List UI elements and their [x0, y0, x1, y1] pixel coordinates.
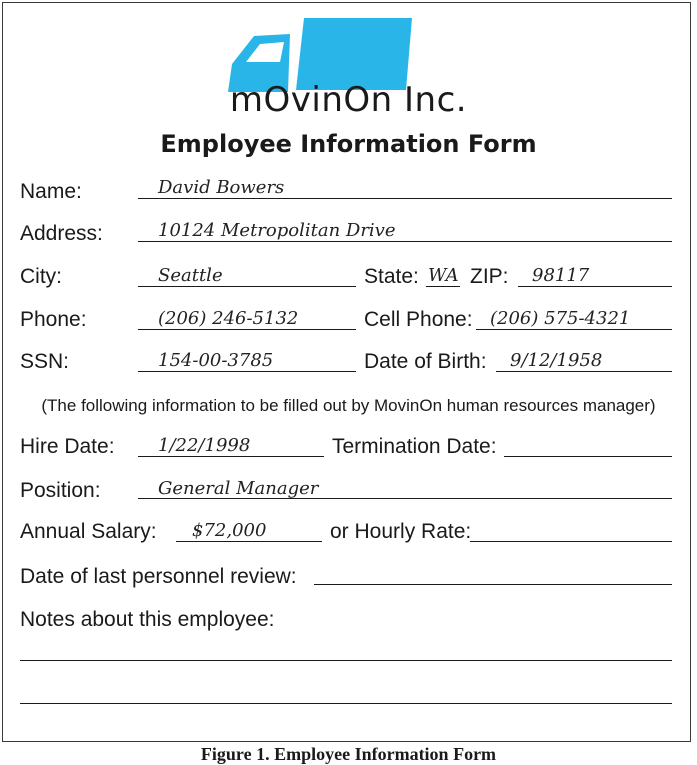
- city-label: City:: [20, 265, 62, 288]
- hourly-rate-field[interactable]: [470, 541, 672, 542]
- hire-date-label: Hire Date:: [20, 435, 115, 458]
- cell-phone-label: Cell Phone:: [364, 308, 473, 331]
- state-value: WA: [428, 265, 459, 286]
- ssn-value: 154-00-3785: [158, 350, 274, 371]
- annual-salary-field[interactable]: [176, 541, 322, 542]
- notes-label: Notes about this employee:: [20, 608, 275, 631]
- name-value: David Bowers: [158, 177, 285, 198]
- annual-salary-label: Annual Salary:: [20, 520, 157, 543]
- ssn-field[interactable]: [138, 371, 356, 372]
- phone-field[interactable]: [138, 329, 356, 330]
- termination-date-field[interactable]: [504, 456, 672, 457]
- position-label: Position:: [20, 479, 101, 502]
- cell-phone-field[interactable]: [476, 329, 672, 330]
- address-value: 10124 Metropolitan Drive: [158, 220, 396, 241]
- dob-label: Date of Birth:: [364, 350, 487, 373]
- termination-date-label: Termination Date:: [332, 435, 497, 458]
- figure-caption: Figure 1. Employee Information Form: [200, 744, 497, 764]
- hourly-rate-label: or Hourly Rate:: [330, 520, 472, 543]
- hr-note: (The following information to be filled out by MovinOn human resources manager): [41, 396, 656, 415]
- annual-salary-value: $72,000: [192, 520, 267, 541]
- dob-field[interactable]: [496, 371, 672, 372]
- city-value: Seattle: [158, 265, 223, 286]
- state-field[interactable]: [426, 286, 460, 287]
- hire-date-field[interactable]: [138, 456, 324, 457]
- phone-value: (206) 246-5132: [158, 308, 299, 329]
- cell-phone-value: (206) 575-4321: [490, 308, 631, 329]
- form-title: Employee Information Form: [160, 130, 537, 158]
- zip-field[interactable]: [518, 286, 672, 287]
- position-value: General Manager: [158, 478, 319, 499]
- review-date-label: Date of last personnel review:: [20, 565, 297, 588]
- dob-value: 9/12/1958: [510, 350, 603, 371]
- review-date-field[interactable]: [314, 584, 672, 585]
- state-label: State:: [364, 265, 419, 288]
- notes-line-2[interactable]: [20, 703, 672, 704]
- hire-date-value: 1/22/1998: [158, 435, 251, 456]
- address-label: Address:: [20, 222, 103, 245]
- phone-label: Phone:: [20, 308, 87, 331]
- company-name: mOvinOn Inc.: [229, 80, 468, 120]
- name-field[interactable]: [138, 198, 672, 199]
- ssn-label: SSN:: [20, 350, 70, 373]
- notes-line-1[interactable]: [20, 660, 672, 661]
- zip-label: ZIP:: [470, 265, 509, 288]
- name-label: Name:: [20, 180, 82, 203]
- zip-value: 98117: [532, 265, 590, 286]
- address-field[interactable]: [138, 241, 672, 242]
- city-field[interactable]: [138, 286, 356, 287]
